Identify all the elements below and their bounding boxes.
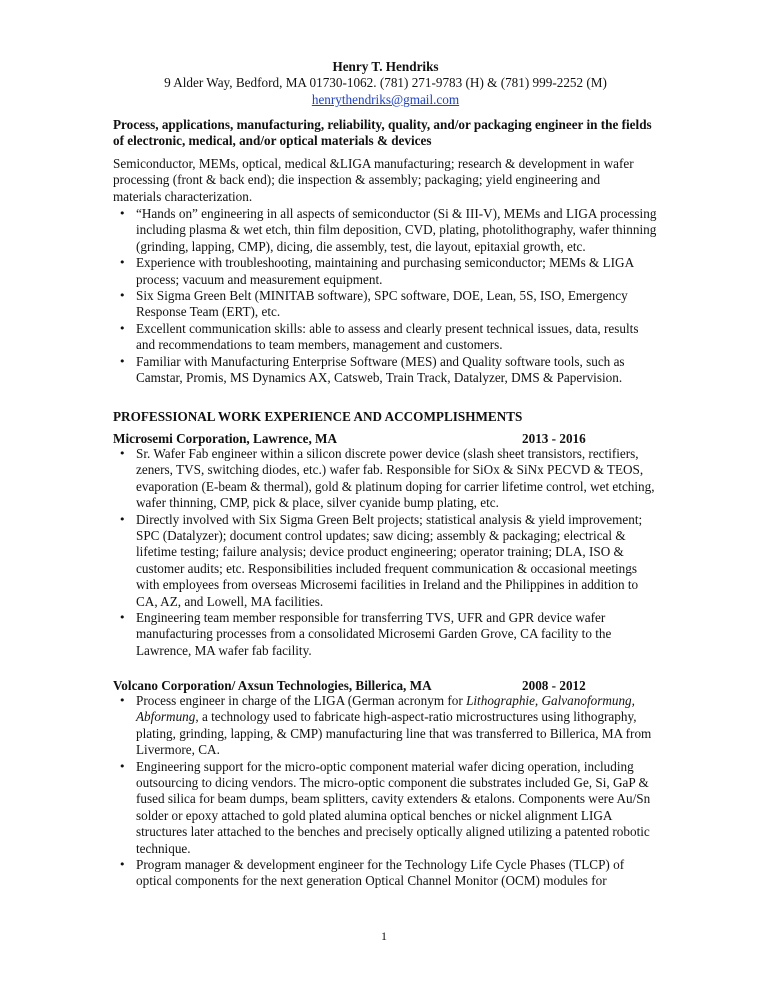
job-company: Volcano Corporation/ Axsun Technologies, Billerica, MA bbox=[113, 678, 432, 693]
liga-text-after: , a technology used to fabricate high-aspect-ratio microstructures using lithography, plating, grinding, lapping, & CMP) manufacturing line that was transferred to Billerica, MA from Livermore, CA. bbox=[136, 709, 652, 758]
skill-item: • Excellent communication skills: able to assess and clearly present technical issues, data, results and recommendations to team members, management and customers. bbox=[113, 321, 658, 354]
objective: Process, applications, manufacturing, reliability, quality, and/or packaging engineer in the fields of electronic, medical, and/or optical materials & devices bbox=[113, 117, 652, 149]
job-bullet-list bbox=[113, 446, 658, 659]
job-heading bbox=[113, 431, 658, 447]
job-dates: 2008 - 2012 bbox=[522, 678, 586, 693]
skill-item: • Six Sigma Green Belt (MINITAB software), SPC software, DOE, Lean, 5S, ISO, Emergency Response Team (ERT), etc. bbox=[113, 288, 658, 321]
applicant-name: Henry T. Hendriks bbox=[332, 59, 439, 74]
job-dates: 2013 - 2016 bbox=[522, 431, 586, 446]
summary: Semiconductor, MEMs, optical, medical &LIGA manufacturing; research & development in wafer processing (front & back end); die inspection & assembly; packaging; yield engineering and materials characterization. bbox=[113, 156, 634, 204]
experience-heading: PROFESSIONAL WORK EXPERIENCE AND ACCOMPLISHMENTS bbox=[113, 409, 523, 424]
skill-item: • Familiar with Manufacturing Enterprise Software (MES) and Quality software tools, such as Camstar, Promis, MS Dynamics AX, Catsweb, Train Track, Datalyzer, DMS & Papervision. bbox=[113, 354, 658, 387]
job-company: Microsemi Corporation, Lawrence, MA bbox=[113, 431, 338, 446]
skill-item: • Experience with troubleshooting, maintaining and purchasing semiconductor; MEMs & LIGA process; vacuum and measurement equipment. bbox=[113, 255, 658, 288]
contact-line: 9 Alder Way, Bedford, MA 01730-1062. (781) 271-9783 (H) & (781) 999-2252 (M) bbox=[164, 75, 607, 91]
job-bullet-list bbox=[113, 693, 658, 890]
skill-item: • “Hands on” engineering in all aspects of semiconductor (Si & III-V), MEMs and LIGA processing including plasma & wet etch, thin film deposition, CVD, plating, photolithography, wafer thinning (grinding, lapping, CMP), dicing, die assembly, test, die layout, epitaxial growth, etc. bbox=[113, 206, 658, 255]
job-bullet: • Directly involved with Six Sigma Green Belt projects; statistical analysis & yield improvement; SPC (Datalyzer); document control updates; saw dicing; assembly & packaging; electrical & lifetime testing; failure analysis; device product engineering; operator training; DLA, ISO & customer audits; etc. Responsibilities included frequent communication & occasional meetings with employees from overseas Microsemi facilities in Ireland and the Philippines in addition to CA, AZ, and Lowell, MA facilities. bbox=[113, 512, 658, 610]
email-link[interactable]: henrythendriks@gmail.com bbox=[311, 91, 460, 107]
page-number: 1 bbox=[381, 929, 387, 943]
job-heading bbox=[113, 678, 658, 694]
job-bullet bbox=[113, 693, 658, 759]
liga-acronym-expansion: Lithographie, Galvanoformung, Abformung bbox=[136, 693, 635, 725]
skills-list bbox=[113, 206, 658, 386]
header bbox=[113, 59, 658, 108]
job-bullet: • Program manager & development engineer for the Technology Life Cycle Phases (TLCP) of optical components for the next generation Optical Channel Monitor (OCM) modules for bbox=[113, 857, 658, 890]
job-bullet: • Engineering support for the micro-optic component material wafer dicing operation, including outsourcing to dicing vendors. The micro-optic component die substrates included Ge, Si, GaP & fused silica for beam dumps, beam splitters, cavity extenders & etalons. Components were Au/Sn solder or epoxy attached to gold plated alumina optical benches or nickel alignment LIGA structures later attached to the benches and precisely optically aligned utilizing a patented robotic technique. bbox=[113, 759, 658, 857]
job-bullet: • Sr. Wafer Fab engineer within a silicon discrete power device (slash sheet transistors, rectifiers, zeners, TVS, switching diodes, etc.) wafer fab. Responsible for SiOx & SiNx PECVD & TEOS, evaporation (E-beam & thermal), gold & platinum doping for carrier lifetime control, wet etching, wafer thinning, CMP, pick & place, silver cyanide bump plating, etc. bbox=[113, 446, 658, 512]
liga-text-before: Process engineer in charge of the LIGA (German acronym for bbox=[136, 693, 467, 708]
job-bullet: • Engineering team member responsible for transferring TVS, UFR and GPR device wafer manufacturing processes from a consolidated Microsemi Garden Grove, CA facility to the Lawrence, MA wafer fab facility. bbox=[113, 610, 658, 659]
